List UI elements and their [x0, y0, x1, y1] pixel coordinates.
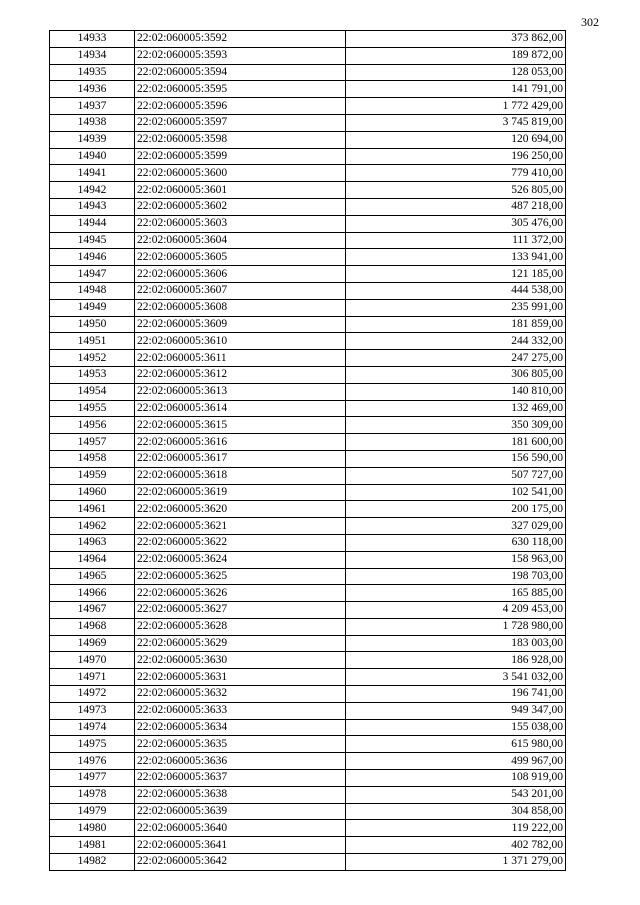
row-number-cell: 14967 — [50, 602, 135, 619]
table-row — [50, 686, 566, 703]
cadastral-value-cell: 507 727,00 — [346, 467, 566, 484]
cadastral-number-cell: 22:02:060005:3609 — [135, 316, 346, 333]
cadastral-number-cell: 22:02:060005:3617 — [135, 450, 346, 467]
cadastral-number-cell: 22:02:060005:3635 — [135, 736, 346, 753]
cadastral-value-cell: 133 941,00 — [346, 249, 566, 266]
cadastral-value-cell: 235 991,00 — [346, 299, 566, 316]
cadastral-number-cell: 22:02:060005:3597 — [135, 114, 346, 131]
table-row — [50, 568, 566, 585]
row-number-cell: 14957 — [50, 434, 135, 451]
table-row — [50, 467, 566, 484]
row-number-cell: 14963 — [50, 534, 135, 551]
cadastral-number-cell: 22:02:060005:3637 — [135, 770, 346, 787]
table-row — [50, 484, 566, 501]
cadastral-value-cell: 3 541 032,00 — [346, 669, 566, 686]
cadastral-number-cell: 22:02:060005:3604 — [135, 232, 346, 249]
table-row — [50, 854, 566, 871]
table-row — [50, 434, 566, 451]
cadastral-number-cell: 22:02:060005:3627 — [135, 602, 346, 619]
table-row — [50, 282, 566, 299]
table-row — [50, 534, 566, 551]
cadastral-value-cell: 779 410,00 — [346, 165, 566, 182]
cadastral-number-cell: 22:02:060005:3598 — [135, 131, 346, 148]
row-number-cell: 14943 — [50, 198, 135, 215]
cadastral-number-cell: 22:02:060005:3613 — [135, 383, 346, 400]
cadastral-number-cell: 22:02:060005:3595 — [135, 81, 346, 98]
table-row — [50, 366, 566, 383]
cadastral-value-cell: 630 118,00 — [346, 534, 566, 551]
table-body — [50, 31, 566, 871]
table-row — [50, 669, 566, 686]
cadastral-value-cell: 158 963,00 — [346, 551, 566, 568]
cadastral-number-cell: 22:02:060005:3602 — [135, 198, 346, 215]
cadastral-value-cell: 487 218,00 — [346, 198, 566, 215]
table-row — [50, 131, 566, 148]
cadastral-value-cell: 373 862,00 — [346, 31, 566, 48]
cadastral-value-cell: 304 858,00 — [346, 803, 566, 820]
table-row — [50, 736, 566, 753]
cadastral-number-cell: 22:02:060005:3603 — [135, 215, 346, 232]
table-row — [50, 518, 566, 535]
row-number-cell: 14937 — [50, 98, 135, 115]
cadastral-value-cell: 128 053,00 — [346, 64, 566, 81]
cadastral-value-cell: 102 541,00 — [346, 484, 566, 501]
row-number-cell: 14982 — [50, 854, 135, 871]
row-number-cell: 14974 — [50, 719, 135, 736]
table-row — [50, 417, 566, 434]
cadastral-number-cell: 22:02:060005:3630 — [135, 652, 346, 669]
cadastral-value-cell: 244 332,00 — [346, 333, 566, 350]
cadastral-value-cell: 183 003,00 — [346, 635, 566, 652]
cadastral-number-cell: 22:02:060005:3632 — [135, 686, 346, 703]
row-number-cell: 14956 — [50, 417, 135, 434]
cadastral-value-cell: 165 885,00 — [346, 585, 566, 602]
cadastral-number-cell: 22:02:060005:3611 — [135, 350, 346, 367]
cadastral-value-cell: 526 805,00 — [346, 182, 566, 199]
cadastral-value-cell: 196 250,00 — [346, 148, 566, 165]
cadastral-value-cell: 3 745 819,00 — [346, 114, 566, 131]
cadastral-value-cell: 186 928,00 — [346, 652, 566, 669]
cadastral-value-cell: 181 859,00 — [346, 316, 566, 333]
cadastral-number-cell: 22:02:060005:3607 — [135, 282, 346, 299]
cadastral-number-cell: 22:02:060005:3594 — [135, 64, 346, 81]
row-number-cell: 14941 — [50, 165, 135, 182]
table-row — [50, 383, 566, 400]
cadastral-number-cell: 22:02:060005:3638 — [135, 786, 346, 803]
cadastral-value-cell: 543 201,00 — [346, 786, 566, 803]
cadastral-number-cell: 22:02:060005:3600 — [135, 165, 346, 182]
table-row — [50, 266, 566, 283]
cadastral-number-cell: 22:02:060005:3612 — [135, 366, 346, 383]
row-number-cell: 14953 — [50, 366, 135, 383]
row-number-cell: 14965 — [50, 568, 135, 585]
cadastral-number-cell: 22:02:060005:3601 — [135, 182, 346, 199]
cadastral-number-cell: 22:02:060005:3615 — [135, 417, 346, 434]
cadastral-value-cell: 200 175,00 — [346, 501, 566, 518]
table-row — [50, 702, 566, 719]
row-number-cell: 14939 — [50, 131, 135, 148]
row-number-cell: 14934 — [50, 47, 135, 64]
row-number-cell: 14949 — [50, 299, 135, 316]
cadastral-value-cell: 247 275,00 — [346, 350, 566, 367]
row-number-cell: 14933 — [50, 31, 135, 48]
row-number-cell: 14969 — [50, 635, 135, 652]
cadastral-value-cell: 155 038,00 — [346, 719, 566, 736]
cadastral-value-cell: 156 590,00 — [346, 450, 566, 467]
cadastral-value-cell: 444 538,00 — [346, 282, 566, 299]
table-row — [50, 719, 566, 736]
row-number-cell: 14940 — [50, 148, 135, 165]
table-row — [50, 182, 566, 199]
page-number: 302 — [581, 15, 599, 29]
row-number-cell: 14945 — [50, 232, 135, 249]
cadastral-value-cell: 119 222,00 — [346, 820, 566, 837]
row-number-cell: 14979 — [50, 803, 135, 820]
cadastral-number-cell: 22:02:060005:3606 — [135, 266, 346, 283]
table-row — [50, 249, 566, 266]
cadastral-number-cell: 22:02:060005:3596 — [135, 98, 346, 115]
cadastral-number-cell: 22:02:060005:3622 — [135, 534, 346, 551]
cadastral-number-cell: 22:02:060005:3608 — [135, 299, 346, 316]
row-number-cell: 14971 — [50, 669, 135, 686]
row-number-cell: 14938 — [50, 114, 135, 131]
cadastral-number-cell: 22:02:060005:3629 — [135, 635, 346, 652]
row-number-cell: 14976 — [50, 753, 135, 770]
row-number-cell: 14951 — [50, 333, 135, 350]
cadastral-value-cell: 1 371 279,00 — [346, 854, 566, 871]
table-row — [50, 652, 566, 669]
row-number-cell: 14977 — [50, 770, 135, 787]
row-number-cell: 14936 — [50, 81, 135, 98]
row-number-cell: 14966 — [50, 585, 135, 602]
cadastral-value-cell: 108 919,00 — [346, 770, 566, 787]
row-number-cell: 14981 — [50, 837, 135, 854]
cadastral-number-cell: 22:02:060005:3610 — [135, 333, 346, 350]
row-number-cell: 14964 — [50, 551, 135, 568]
row-number-cell: 14970 — [50, 652, 135, 669]
cadastral-value-cell: 111 372,00 — [346, 232, 566, 249]
cadastral-number-cell: 22:02:060005:3624 — [135, 551, 346, 568]
table-row — [50, 837, 566, 854]
table-row — [50, 31, 566, 48]
cadastral-number-cell: 22:02:060005:3640 — [135, 820, 346, 837]
table-row — [50, 618, 566, 635]
row-number-cell: 14948 — [50, 282, 135, 299]
cadastral-value-cell: 198 703,00 — [346, 568, 566, 585]
cadastral-number-cell: 22:02:060005:3620 — [135, 501, 346, 518]
cadastral-number-cell: 22:02:060005:3605 — [135, 249, 346, 266]
cadastral-number-cell: 22:02:060005:3599 — [135, 148, 346, 165]
table-row — [50, 820, 566, 837]
row-number-cell: 14960 — [50, 484, 135, 501]
table-row — [50, 400, 566, 417]
row-number-cell: 14947 — [50, 266, 135, 283]
row-number-cell: 14942 — [50, 182, 135, 199]
cadastral-number-cell: 22:02:060005:3618 — [135, 467, 346, 484]
cadastral-number-cell: 22:02:060005:3641 — [135, 837, 346, 854]
cadastral-value-table — [49, 30, 566, 871]
cadastral-number-cell: 22:02:060005:3634 — [135, 719, 346, 736]
table-row — [50, 551, 566, 568]
row-number-cell: 14962 — [50, 518, 135, 535]
row-number-cell: 14972 — [50, 686, 135, 703]
cadastral-number-cell: 22:02:060005:3621 — [135, 518, 346, 535]
cadastral-value-cell: 132 469,00 — [346, 400, 566, 417]
table-row — [50, 299, 566, 316]
table-row — [50, 47, 566, 64]
cadastral-number-cell: 22:02:060005:3636 — [135, 753, 346, 770]
table-row — [50, 770, 566, 787]
cadastral-number-cell: 22:02:060005:3592 — [135, 31, 346, 48]
table-row — [50, 198, 566, 215]
cadastral-value-cell: 1 772 429,00 — [346, 98, 566, 115]
cadastral-value-cell: 181 600,00 — [346, 434, 566, 451]
row-number-cell: 14944 — [50, 215, 135, 232]
cadastral-value-cell: 121 185,00 — [346, 266, 566, 283]
table-row — [50, 753, 566, 770]
cadastral-value-cell: 189 872,00 — [346, 47, 566, 64]
table-row — [50, 316, 566, 333]
cadastral-value-cell: 499 967,00 — [346, 753, 566, 770]
cadastral-number-cell: 22:02:060005:3614 — [135, 400, 346, 417]
row-number-cell: 14946 — [50, 249, 135, 266]
cadastral-value-cell: 402 782,00 — [346, 837, 566, 854]
row-number-cell: 14954 — [50, 383, 135, 400]
table-row — [50, 803, 566, 820]
row-number-cell: 14968 — [50, 618, 135, 635]
cadastral-number-cell: 22:02:060005:3625 — [135, 568, 346, 585]
row-number-cell: 14973 — [50, 702, 135, 719]
cadastral-value-cell: 196 741,00 — [346, 686, 566, 703]
row-number-cell: 14961 — [50, 501, 135, 518]
table-row — [50, 114, 566, 131]
table-row — [50, 450, 566, 467]
cadastral-value-cell: 615 980,00 — [346, 736, 566, 753]
table-row — [50, 501, 566, 518]
table-row — [50, 602, 566, 619]
cadastral-value-cell: 141 791,00 — [346, 81, 566, 98]
cadastral-number-cell: 22:02:060005:3631 — [135, 669, 346, 686]
table-row — [50, 635, 566, 652]
row-number-cell: 14950 — [50, 316, 135, 333]
cadastral-number-cell: 22:02:060005:3593 — [135, 47, 346, 64]
cadastral-value-cell: 350 309,00 — [346, 417, 566, 434]
cadastral-value-cell: 140 810,00 — [346, 383, 566, 400]
cadastral-value-cell: 120 694,00 — [346, 131, 566, 148]
cadastral-number-cell: 22:02:060005:3642 — [135, 854, 346, 871]
table-row — [50, 81, 566, 98]
row-number-cell: 14975 — [50, 736, 135, 753]
cadastral-value-cell: 327 029,00 — [346, 518, 566, 535]
table-row — [50, 350, 566, 367]
row-number-cell: 14978 — [50, 786, 135, 803]
cadastral-value-cell: 4 209 453,00 — [346, 602, 566, 619]
cadastral-value-cell: 306 805,00 — [346, 366, 566, 383]
cadastral-value-cell: 305 476,00 — [346, 215, 566, 232]
cadastral-number-cell: 22:02:060005:3633 — [135, 702, 346, 719]
row-number-cell: 14935 — [50, 64, 135, 81]
cadastral-number-cell: 22:02:060005:3626 — [135, 585, 346, 602]
cadastral-number-cell: 22:02:060005:3628 — [135, 618, 346, 635]
table-row — [50, 165, 566, 182]
table-row — [50, 148, 566, 165]
table-row — [50, 585, 566, 602]
cadastral-number-cell: 22:02:060005:3619 — [135, 484, 346, 501]
table-row — [50, 98, 566, 115]
table-row — [50, 333, 566, 350]
cadastral-number-cell: 22:02:060005:3639 — [135, 803, 346, 820]
table-row — [50, 215, 566, 232]
row-number-cell: 14952 — [50, 350, 135, 367]
cadastral-value-cell: 949 347,00 — [346, 702, 566, 719]
row-number-cell: 14955 — [50, 400, 135, 417]
table-row — [50, 232, 566, 249]
row-number-cell: 14959 — [50, 467, 135, 484]
table-row — [50, 64, 566, 81]
cadastral-number-cell: 22:02:060005:3616 — [135, 434, 346, 451]
table-row — [50, 786, 566, 803]
cadastral-value-cell: 1 728 980,00 — [346, 618, 566, 635]
row-number-cell: 14958 — [50, 450, 135, 467]
row-number-cell: 14980 — [50, 820, 135, 837]
